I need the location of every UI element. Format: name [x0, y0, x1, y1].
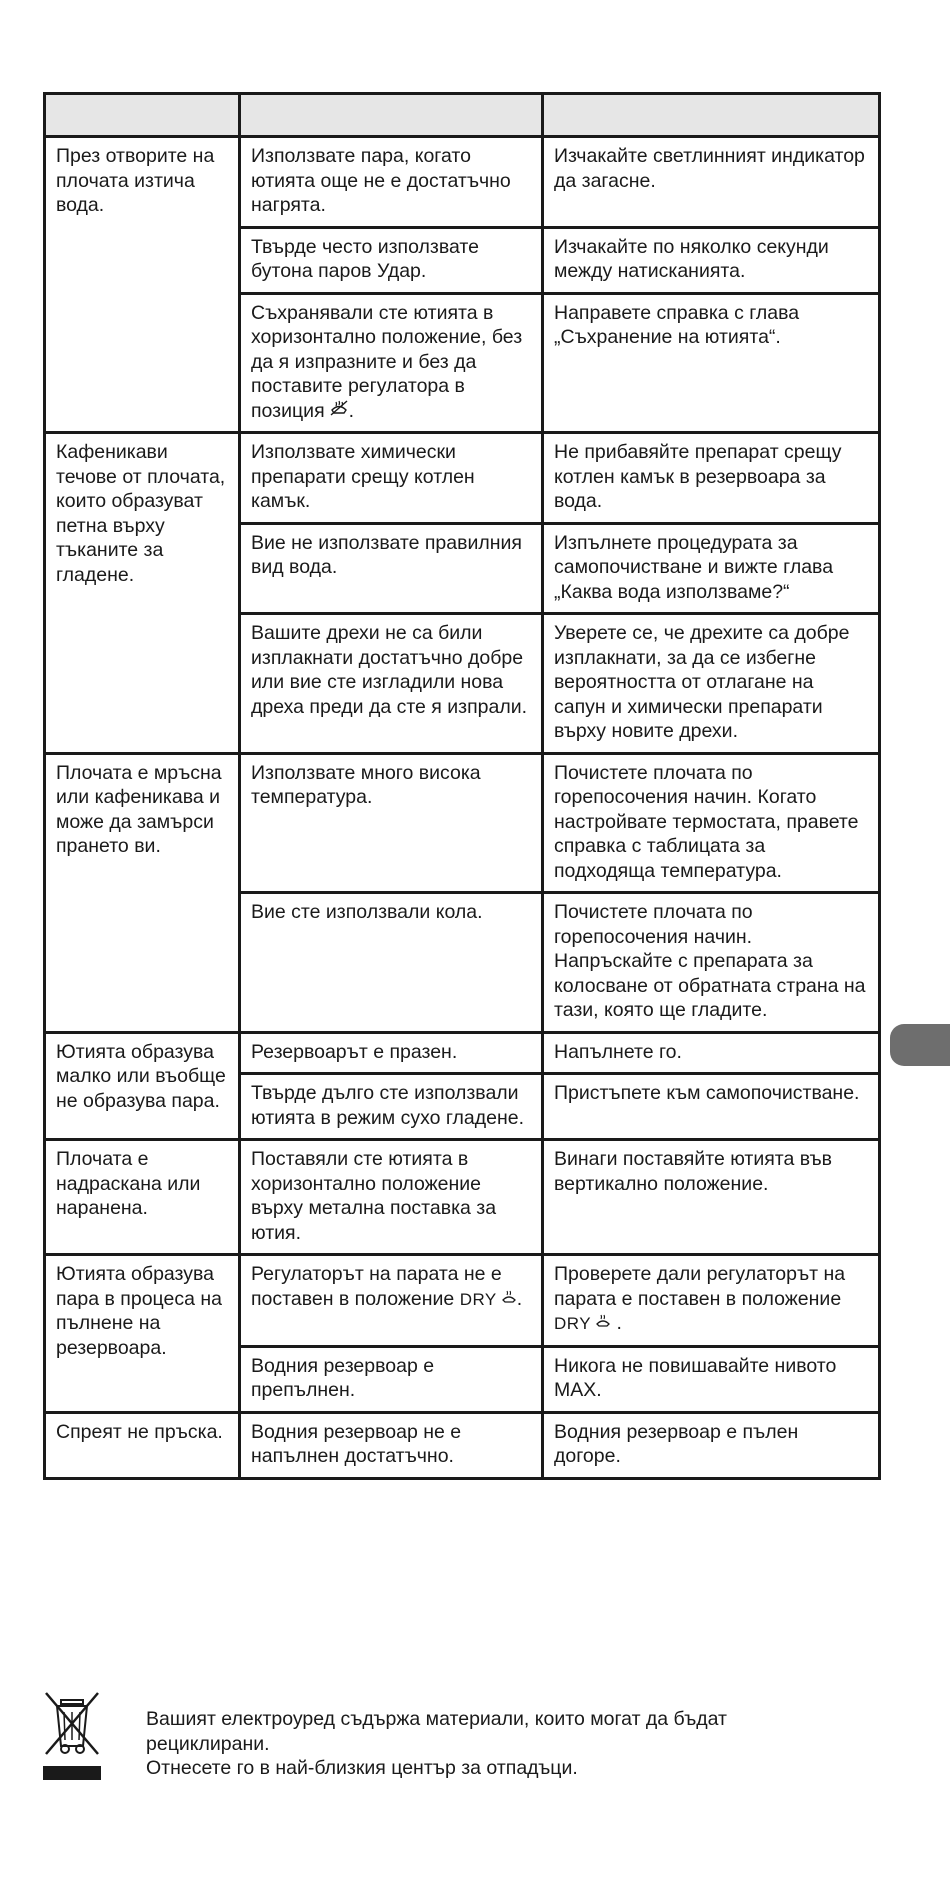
cause-cell: Използвате химически препарати срещу котлен камък. — [240, 433, 543, 524]
crossed-out-wheelie-bin-icon — [43, 1690, 101, 1782]
cause-suffix: . — [348, 399, 355, 422]
solution-suffix: . — [616, 1312, 622, 1334]
problem-cell: През отворите на плочата изтича вода. — [45, 137, 240, 433]
table-row — [45, 433, 880, 524]
solution-cell: Напълнете го. — [543, 1032, 880, 1074]
problem-cell: Кафеникави течове от плочата, които образуват петна върху тъканите за гладене. — [45, 433, 240, 754]
cause-cell: Твърде често използвате бутона паров Удар. — [240, 227, 543, 293]
dry-symbol-icon — [501, 1287, 517, 1312]
table-row — [45, 1255, 880, 1347]
table-header-row — [45, 94, 880, 137]
solution-cell — [543, 1255, 880, 1347]
cause-cell: Водния резервоар е препълнен. — [240, 1346, 543, 1412]
dry-label: DRY — [554, 1314, 592, 1333]
solution-cell: Уверете се, че дрехите са добре изплакнати, за да се избегне вероятността от отлагане на сапун и химически препарати върху новите дрехи. — [543, 614, 880, 754]
recycling-notice-line: Вашият електроуред съдържа материали, които могат да бъдат — [146, 1708, 727, 1730]
solution-cell: Никога не повишавайте нивото MAX. — [543, 1346, 880, 1412]
problem-cell: Плочата е мръсна или кафеникава и може да замърси прането ви. — [45, 753, 240, 1032]
solution-cell: Изчакайте по няколко секунди между натисканията. — [543, 227, 880, 293]
cause-cell: Вашите дрехи не са били изплакнати достатъчно добре или вие сте изгладили нова дреха преди да сте я изпрали. — [240, 614, 543, 754]
cause-suffix: . — [516, 1287, 523, 1310]
cause-cell: Използвате много висока температура. — [240, 753, 543, 893]
problem-cell: Ютията образува пара в процеса на пълнене на резервоара. — [45, 1255, 240, 1413]
recycling-notice-line: Отнесете го в най-близкия център за отпадъци. — [146, 1757, 578, 1779]
solution-cell: Почистете плочата по горепосочения начин. Напръскайте с препарата за колосване от обратната страна на тази, която ще гладите. — [543, 893, 880, 1033]
cause-cell — [240, 1255, 543, 1347]
solution-cell: Водния резервоар е пълен догоре. — [543, 1412, 880, 1478]
recycling-notice-line: рециклирани. — [146, 1732, 270, 1755]
solution-cell: Изпълнете процедурата за самопочистване и вижте глава „Каква вода използваме?“ — [543, 523, 880, 614]
dry-symbol-icon — [595, 1311, 611, 1336]
cause-cell: Резервоарът е празен. — [240, 1032, 543, 1074]
cause-text: Регулаторът на парата не е поставен в положение — [251, 1263, 502, 1310]
troubleshooting-table — [43, 92, 881, 1480]
solution-cell: Не прибавяйте препарат срещу котлен камък в резервоара за вода. — [543, 433, 880, 524]
cause-cell: Твърде дълго сте използвали ютията в режим сухо гладене. — [240, 1074, 543, 1140]
solution-cell: Почистете плочата по горепосочения начин. Когато настройвате термостата, правете справка с таблицата за подходяща температура. — [543, 753, 880, 893]
cause-cell: Вие сте използвали кола. — [240, 893, 543, 1033]
table-row — [45, 137, 880, 228]
header-cell-solution — [543, 94, 880, 137]
solution-cell: Направете справка с глава „Съхранение на ютията“. — [543, 293, 880, 433]
cause-text: Съхранявали сте ютията в хоризонтално положение, без да я изпразните и без да поставите регулатора в позиция — [251, 301, 523, 422]
solution-cell: Пристъпете към самопочистване. — [543, 1074, 880, 1140]
solution-cell: Изчакайте светлинният индикатор да загасне. — [543, 137, 880, 228]
table-row — [45, 1140, 880, 1255]
table-row — [45, 1412, 880, 1478]
header-cell-cause — [240, 94, 543, 137]
steam-off-symbol-icon — [329, 399, 349, 424]
cause-cell: Поставяли сте ютията в хоризонтално положение върху метална поставка за ютия. — [240, 1140, 543, 1255]
cause-cell: Използвате пара, когато ютията още не е достатъчно нагрята. — [240, 137, 543, 228]
problem-cell: Плочата е надраскана или наранена. — [45, 1140, 240, 1255]
section-side-tab — [890, 1024, 950, 1066]
table-row — [45, 753, 880, 893]
cause-cell — [240, 293, 543, 433]
solution-text: Проверете дали регулаторът на парата е поставен в положение — [554, 1263, 846, 1310]
header-cell-problem — [45, 94, 240, 137]
problem-cell: Ютията образува малко или въобще не образува пара. — [45, 1032, 240, 1140]
solution-cell: Винаги поставяйте ютията във вертикално положение. — [543, 1140, 880, 1255]
recycling-notice — [146, 1707, 866, 1781]
cause-cell: Вие не използвате правилния вид вода. — [240, 523, 543, 614]
problem-cell: Спреят не пръска. — [45, 1412, 240, 1478]
dry-label: DRY — [459, 1289, 497, 1309]
cause-cell: Водния резервоар не е напълнен достатъчно. — [240, 1412, 543, 1478]
table-row — [45, 1032, 880, 1074]
